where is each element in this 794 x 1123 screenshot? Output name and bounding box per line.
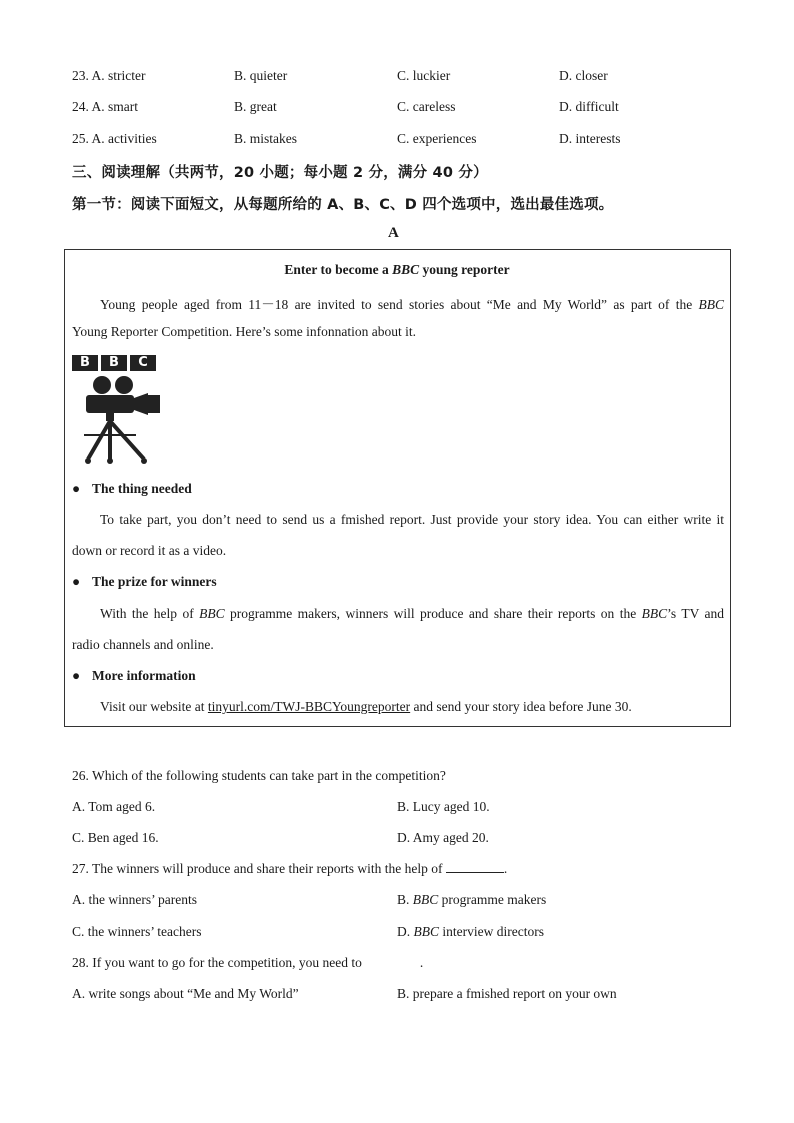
bullet-1-line-1: To take part, you don’t need to send us a fmished report. Just provide your story idea. You can either write it [100, 512, 724, 527]
question-27-option-d: D. BBC interview directors [397, 924, 544, 939]
option-25-a: 25. A. activities [72, 131, 157, 146]
question-28-option-b: B. prepare a fmished report on your own [397, 986, 617, 1001]
option-24-a: 24. A. smart [72, 99, 138, 114]
more-info-text-post: and send your story idea before June 30. [410, 699, 632, 714]
bullet-dot-icon: ● [72, 481, 81, 496]
bullet-2-line-1 [72, 606, 724, 622]
option-row-24 [72, 99, 722, 119]
option-25-d: D. interests [559, 131, 621, 146]
prize-text-post: ’s TV and [667, 606, 724, 621]
question-27-option-a: A. the winners’ parents [72, 892, 197, 907]
option-23-a: 23. A. stricter [72, 68, 146, 83]
question-27-end: . [503, 861, 508, 876]
question-26-stem: 26. Which of the following students can take part in the competition? [72, 768, 446, 783]
camera-tripod-icon [72, 373, 164, 465]
question-26-option-a: A. Tom aged 6. [72, 799, 156, 814]
question-26-option-b: B. Lucy aged 10. [397, 799, 490, 814]
intro-line-2: Young Reporter Competition. Here’s some infonnation about it. [72, 324, 416, 339]
bullet-heading: The prize for winners [92, 574, 217, 589]
option-row-23 [72, 68, 722, 88]
option-24-b: B. great [234, 99, 277, 114]
bbc-block-b2: B [101, 355, 127, 371]
passage-title-pre: Enter to become a [284, 262, 393, 277]
intro-brand: BBC [698, 297, 724, 312]
bbc-blocks [72, 355, 164, 371]
prize-brand: BBC [199, 606, 225, 621]
question-26-option-c: C. Ben aged 16. [72, 830, 159, 845]
option-23-b: B. quieter [234, 68, 288, 83]
option-25-c: C. experiences [397, 131, 477, 146]
question-28-text: 28. If you want to go for the competition, you need to [72, 955, 362, 970]
option-23-d: D. closer [559, 68, 608, 83]
bullet-more-info [72, 668, 196, 684]
section-heading: 三、阅读理解（共两节，20 小题；每小题 2 分，满分 40 分） [72, 165, 488, 181]
option-24-c: C. careless [397, 99, 456, 114]
website-link[interactable]: tinyurl.com/TWJ-BBCYoungreporter [207, 699, 411, 714]
subsection-heading: 第一节：阅读下面短文，从每题所给的 A、B、C、D 四个选项中，选出最佳选项。 [72, 197, 614, 213]
question-27-stem [72, 861, 507, 877]
question-27-text: 27. The winners will produce and share their reports with the help of [72, 861, 446, 876]
bbc-block-c: C [130, 355, 156, 371]
bullet-2-line-2: radio channels and online. [72, 637, 214, 652]
question-26-option-d: D. Amy aged 20. [397, 830, 489, 845]
option-24-d: D. difficult [559, 99, 619, 114]
passage-title [0, 262, 794, 278]
question-27-option-b: B. BBC programme makers [397, 892, 547, 907]
option-row-25 [72, 131, 722, 151]
bullet-3-line-1 [72, 699, 724, 715]
bullet-heading: The thing needed [92, 481, 192, 496]
answer-blank [446, 861, 504, 873]
prize-text-mid: programme makers, winners will produce and share their reports on the [224, 606, 642, 621]
question-28-end: . [419, 955, 424, 970]
bbc-camera-logo [72, 355, 164, 465]
prize-text-pre: With the help of [100, 606, 200, 621]
passage-title-brand: BBC [392, 262, 420, 277]
bbc-block-b1: B [72, 355, 98, 371]
passage-title-post: young reporter [419, 262, 510, 277]
bullet-thing-needed [72, 481, 192, 497]
prize-brand-2: BBC [641, 606, 668, 621]
question-28-option-a: A. write songs about “Me and My World” [72, 986, 299, 1001]
question-27-option-c: C. the winners’ teachers [72, 924, 202, 939]
intro-line-1 [72, 293, 724, 313]
intro-text: Young people aged from 11－18 are invited to send stories about “Me and My World” as part of the [100, 297, 699, 312]
bullet-prize [72, 574, 217, 590]
bullet-heading: More information [92, 668, 196, 683]
question-28-stem [72, 955, 423, 971]
more-info-text-pre: Visit our website at [100, 699, 208, 714]
option-23-c: C. luckier [397, 68, 451, 83]
bullet-1-line-2: down or record it as a video. [72, 543, 227, 558]
bullet-dot-icon: ● [72, 668, 81, 683]
bullet-dot-icon: ● [72, 574, 81, 589]
passage-letter: A [388, 225, 399, 241]
option-25-b: B. mistakes [234, 131, 297, 146]
